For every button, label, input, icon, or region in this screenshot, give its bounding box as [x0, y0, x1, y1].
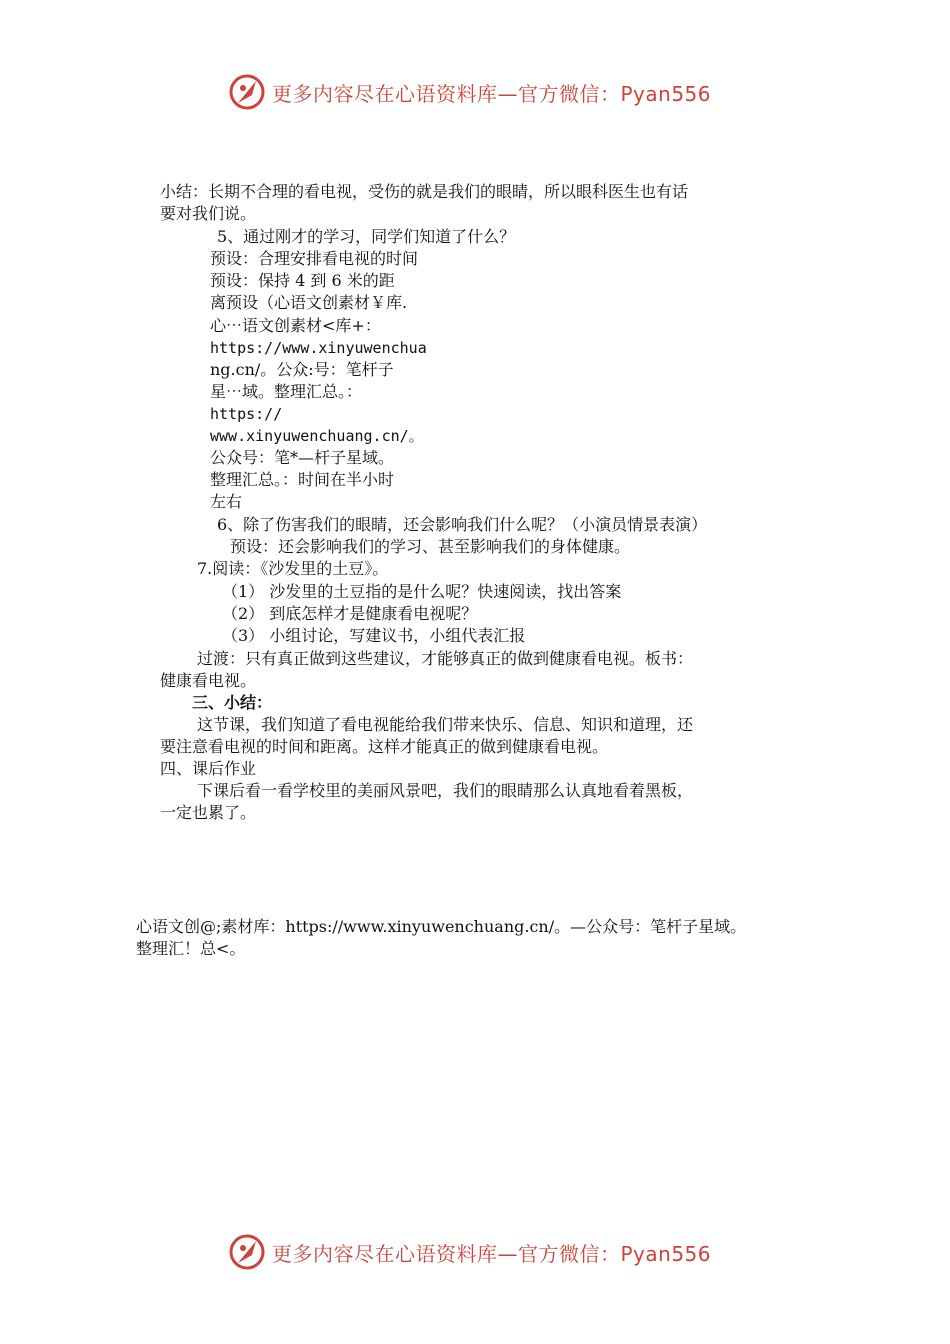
header-banner	[228, 72, 711, 112]
text-line: 7.阅读：《沙发里的土豆》。	[197, 559, 389, 578]
logo-icon	[228, 73, 266, 111]
text-line: 公众号：笔*—杆子星域。	[210, 448, 395, 467]
text-line: 5、通过刚才的学习，同学们知道了什么？	[217, 227, 516, 246]
text-line: www.xinyuwenchuang.cn/。	[210, 427, 424, 445]
section-heading: 四、课后作业	[160, 759, 257, 778]
text-line: 心⋯语文创素材<库+：	[210, 316, 381, 335]
text-line: 6、除了伤害我们的眼睛，还会影响我们什么呢？（小演员情景表演）	[217, 515, 708, 534]
logo-icon	[228, 1233, 266, 1271]
section-heading: 三、小结：	[192, 693, 273, 712]
text-line: ng.cn/。公众:号：笔杆子	[210, 360, 394, 379]
text-line: https://www.xinyuwenchua	[210, 339, 427, 357]
text-line: 整理汇！总<。	[136, 939, 246, 958]
text-line: （3） 小组讨论，写建议书，小组代表汇报	[222, 626, 526, 645]
footer-banner-text: 更多内容尽在心语资料库—官方微信：Pyan556	[272, 1241, 712, 1266]
text-line: 预设：保持 4 到 6 米的距	[210, 271, 395, 290]
text-line: 过渡：只有真正做到这些建议，才能够真正的做到健康看电视。板书：	[197, 649, 694, 668]
text-line: 健康看电视。	[160, 671, 257, 690]
text-line: （2） 到底怎样才是健康看电视呢？	[222, 604, 478, 623]
text-line: 星⋯域。整理汇总。：	[210, 382, 363, 401]
text-line: 要对我们说。	[160, 204, 257, 223]
text-line: （1） 沙发里的土豆指的是什么呢？快速阅读，找出答案	[222, 582, 622, 601]
text-line: https://	[210, 405, 283, 423]
text-line: 预设：还会影响我们的学习、甚至影响我们的身体健康。	[230, 537, 631, 556]
text-line: 心语文创@;素材库：https://www.xinyuwenchuang.cn/。—公众号：笔杆子星域。	[136, 917, 747, 936]
text-line: 整理汇总。：时间在半小时	[210, 470, 395, 489]
footer-banner	[228, 1232, 711, 1272]
text-line: 一定也累了。	[160, 803, 257, 822]
header-banner-text: 更多内容尽在心语资料库—官方微信：Pyan556	[272, 81, 712, 106]
text-line: 下课后看一看学校里的美丽风景吧，我们的眼睛那么认真地看着黑板，	[197, 781, 694, 800]
text-line: 小结：长期不合理的看电视，受伤的就是我们的眼睛，所以眼科医生也有话	[160, 182, 689, 201]
text-line: 要注意看电视的时间和距离。这样才能真正的做到健康看电视。	[160, 737, 609, 756]
text-line: 这节课，我们知道了看电视能给我们带来快乐、信息、知识和道理，还	[197, 715, 694, 734]
text-line: 预设：合理安排看电视的时间	[210, 249, 419, 268]
text-line: 离预设（心语文创素材￥库.	[210, 293, 408, 312]
text-line: 左右	[210, 492, 243, 511]
